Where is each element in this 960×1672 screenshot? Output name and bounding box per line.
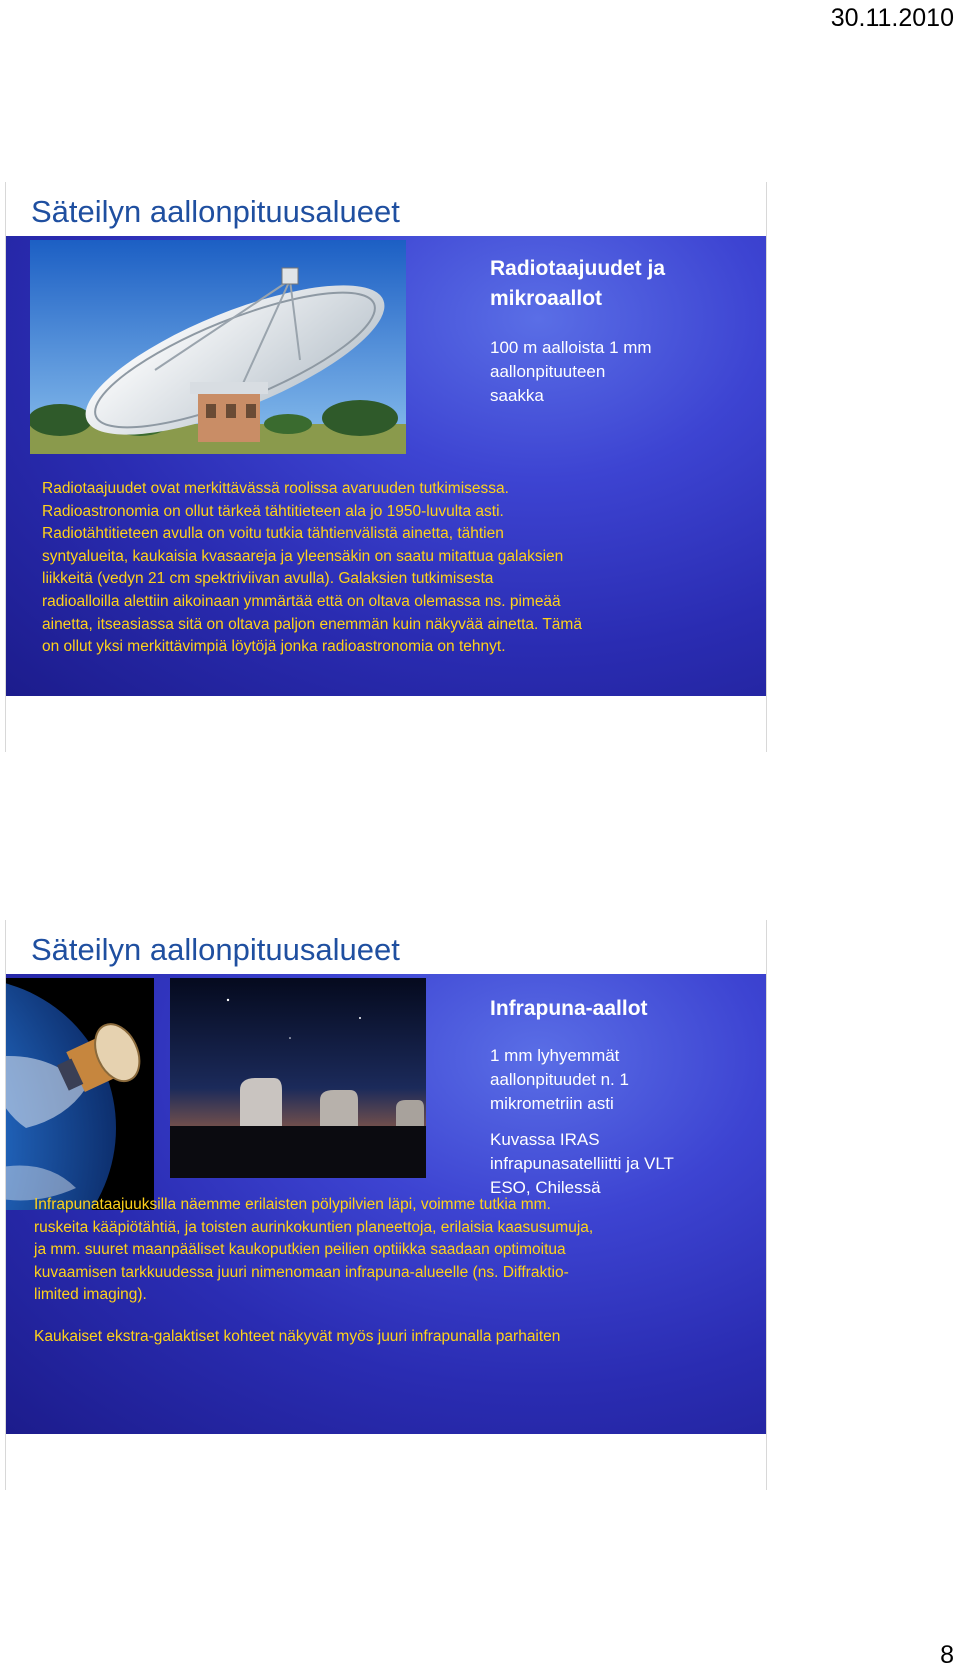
slide-title: Säteilyn aallonpituusalueet — [31, 194, 400, 229]
wavelength-range-text: 1 mm lyhyemmät aallonpituudet n. 1 mikrometriin asti — [490, 1046, 629, 1113]
slide-body — [6, 974, 766, 1434]
body-paragraph: Infrapunataajuuksilla näemme erilaisten pölypilvien läpi, voimme tutkia mm. ruskeita kääpiötähtiä, ja toisten aurinkokuntien planeettoja, erilaisia kaasusumuja, ja mm. suuret maanpääliset kaukoputkien peilien optiikka saadaan optimoitua kuvaamisen tarkkuudessa juuri nimenomaan infrapuna-alueelle (ns. Diffraktio- limited imaging). — [34, 1196, 594, 1304]
slide-subtitle: Radiotaajuudet ja mikroaallot — [490, 257, 666, 310]
wavelength-range-text: 100 m aalloista 1 mm aallonpituuteen saakka — [490, 338, 652, 405]
body-paragraph: Radiotaajuudet ovat merkittävässä roolissa avaruuden tutkimisessa. Radioastronomia on ollut tärkeä tähtitieteen ala jo 1950-luvulta asti. Radiotähtitieteen avulla on voitu tutkia tähtienvälistä ainetta, tähtien syntyalueita, kaukaisia kvasaareja ja yleensäkin on saatu mitattua galaksien liikkeitä (vedyn 21 cm spektriviivan avulla). Galaksien tutkimisesta radioalloilla alettiin aikoinaan ymmärtää että on oltava olemassa ns. pimeää ainetta, itseasiassa sitä on oltava paljon enemmän kuin näkyvää ainetta. Tämä on ollut yksi merkittävimpiä löytöjä jonka radioastronomia on tehnyt. — [42, 480, 582, 656]
slide-body — [6, 236, 766, 696]
radio-telescope-photo — [30, 240, 406, 454]
vlt-telescopes-photo — [170, 978, 426, 1178]
footer-paragraph: Kaukaiset ekstra-galaktiset kohteet näkyvät myös juuri infrapunalla parhaiten — [34, 1328, 561, 1345]
slide-infrared — [5, 920, 767, 1490]
slide-subtitle: Infrapuna-aallot — [490, 997, 648, 1020]
slide-title: Säteilyn aallonpituusalueet — [31, 932, 400, 967]
page-date: 30.11.2010 — [830, 4, 954, 32]
iras-satellite-photo — [6, 978, 154, 1210]
page-number: 8 — [940, 1641, 954, 1669]
slide-radio — [5, 182, 767, 752]
image-caption: Kuvassa IRAS infrapunasatelliitti ja VLT ESO, Chilessä — [490, 1130, 674, 1197]
